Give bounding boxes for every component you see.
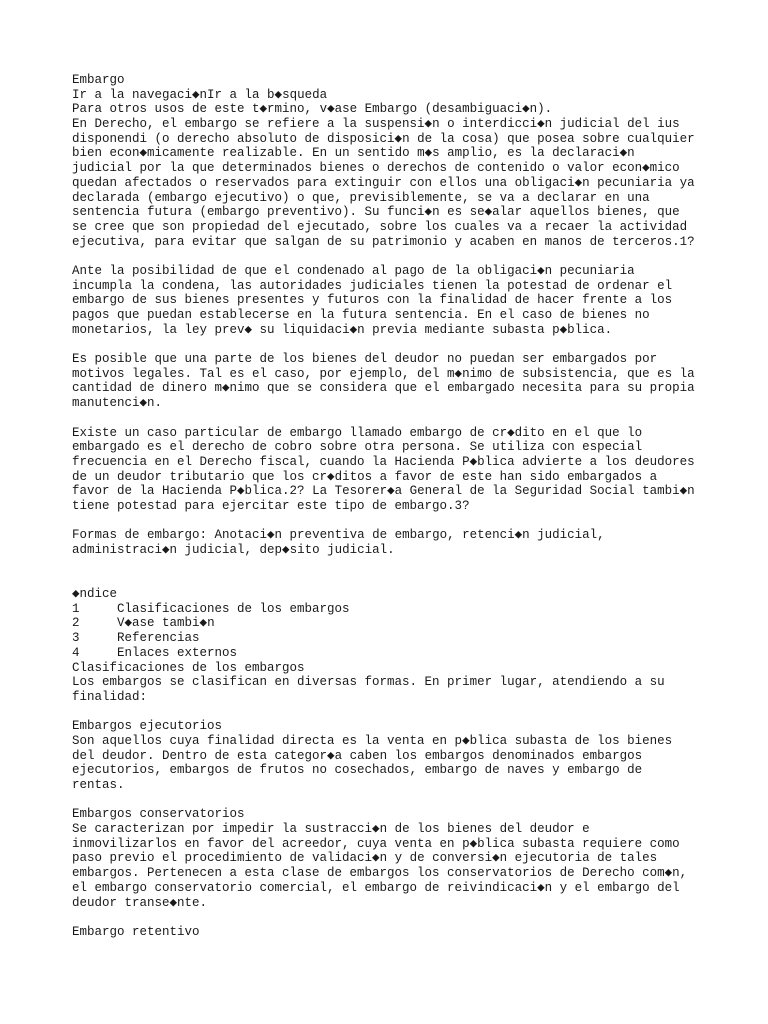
document-body (72, 73, 732, 940)
text-line: En Derecho, el embargo se refiere a la suspensi◆n o interdicci◆n judicial del ius (72, 117, 680, 132)
blank-line (72, 705, 732, 720)
blank-line (72, 337, 732, 352)
text-line: ◆ndice (72, 587, 118, 602)
text-line: rentas. (72, 778, 125, 792)
text-line: 1 Clasificaciones de los embargos (72, 601, 350, 616)
text-line: declarada (embargo ejecutivo) o que, previsiblemente, se va a declarar en una (72, 190, 650, 205)
text-line: Ante la posibilidad de que el condenado al pago de la obligaci◆n pecuniaria (72, 263, 635, 278)
text-line: sentencia futura (embargo preventivo). Su funci◆n es se◆alar aquellos bienes, que (72, 205, 680, 220)
text-line: tiene potestad para ejercitar este tipo de embargo.3? (72, 498, 470, 513)
blank-line (72, 249, 732, 264)
text-line: bien econ◆micamente realizable. En un sentido m◆s amplio, es la declaraci◆n (72, 146, 635, 161)
text-line: del deudor. Dentro de esta categor◆a caben los embargos denominados embargos (72, 748, 643, 763)
text-line: Clasificaciones de los embargos (72, 660, 305, 675)
text-line: 4 Enlaces externos (72, 645, 238, 660)
text-line: disponendi (o derecho absoluto de disposici◆n de la cosa) que posea sobre cualquier (72, 131, 695, 146)
text-line: de un deudor tributario que los cr◆ditos a favor de este han sido embargados a (72, 469, 658, 484)
text-line: Embargo retentivo (72, 924, 200, 939)
text-line: embargo de sus bienes presentes y futuros con la finalidad de hacer frente a los (72, 293, 673, 308)
blank-line (72, 793, 732, 808)
text-line: Son aquellos cuya finalidad directa es la venta en p◆blica subasta de los bienes (72, 733, 673, 748)
text-line: Ir a la navegaci◆nIr a la b◆squeda (72, 87, 328, 102)
blank-line (72, 514, 732, 529)
text-line: incumpla la condena, las autoridades judiciales tienen la potestad de ordenar el (72, 278, 673, 293)
text-line: frecuencia en el Derecho fiscal, cuando la Hacienda P◆blica advierte a los deudores (72, 454, 695, 469)
text-line: Existe un caso particular de embargo llamado embargo de cr◆dito en el que lo (72, 425, 643, 440)
text-line: manutenci◆n. (72, 396, 163, 411)
blank-line (72, 572, 732, 587)
text-line: favor de la Hacienda P◆blica.2? La Tesorer◆a General de la Seguridad Social tambi◆n (72, 484, 695, 499)
text-line: judicial por la que determinados bienes o derechos de contenido o valor econ◆mico (72, 161, 680, 176)
text-line: finalidad: (72, 689, 148, 704)
text-line: el embargo conservatorio comercial, el embargo de reivindicaci◆n y el embargo del (72, 880, 680, 895)
text-line: deudor transe◆nte. (72, 895, 208, 910)
text-line: cantidad de dinero m◆nimo que se considera que el embargado necesita para su propia (72, 381, 695, 396)
text-line: monetarios, la ley prev◆ su liquidaci◆n previa mediante subasta p◆blica. (72, 322, 613, 337)
blank-line (72, 910, 732, 925)
text-line: 3 Referencias (72, 631, 200, 646)
blank-line (72, 558, 732, 573)
text-line: motivos legales. Tal es el caso, por ejemplo, del m◆nimo de subsistencia, que es la (72, 366, 695, 381)
text-line: Para otros usos de este t◆rmino, v◆ase Embargo (desambiguaci◆n). (72, 102, 553, 117)
text-line: ejecutorios, embargos de frutos no cosechados, embargo de naves y embargo de (72, 763, 643, 778)
text-line: Los embargos se clasifican en diversas formas. En primer lugar, atendiendo a su (72, 675, 665, 690)
blank-line (72, 411, 732, 426)
text-line: se cree que son propiedad del ejecutado, sobre los cuales va a recaer la actividad (72, 219, 688, 234)
text-line: embargos. Pertenecen a esta clase de embargos los conservatorios de Derecho com◆n, (72, 866, 688, 881)
text-line: paso previo el procedimiento de validaci◆n y de conversi◆n ejecutoria de tales (72, 851, 658, 866)
text-line: embargado es el derecho de cobro sobre otra persona. Se utiliza con especial (72, 440, 643, 455)
text-line: pagos que puedan establecerse en la futura sentencia. En el caso de bienes no (72, 308, 650, 322)
text-line: inmovilizarlos en favor del acreedor, cuya venta en p◆blica subasta requiere como (72, 836, 680, 851)
text-line: Embargos ejecutorios (72, 719, 223, 734)
text-line: quedan afectados o reservados para extinguir con ellos una obligaci◆n pecuniaria ya (72, 175, 695, 190)
text-line: ejecutiva, para evitar que salgan de su patrimonio y acaben en manos de terceros.1? (72, 234, 695, 249)
text-line: Embargos conservatorios (72, 807, 245, 822)
text-line: 2 V◆ase tambi◆n (72, 616, 215, 631)
text-line: Embargo (72, 73, 125, 87)
text-line: administraci◆n judicial, dep◆sito judicial. (72, 543, 395, 557)
text-line: Formas de embargo: Anotaci◆n preventiva de embargo, retenci◆n judicial, (72, 528, 605, 543)
text-line: Se caracterizan por impedir la sustracci◆n de los bienes del deudor e (72, 822, 590, 837)
text-line: Es posible que una parte de los bienes del deudor no puedan ser embargados por (72, 352, 658, 367)
